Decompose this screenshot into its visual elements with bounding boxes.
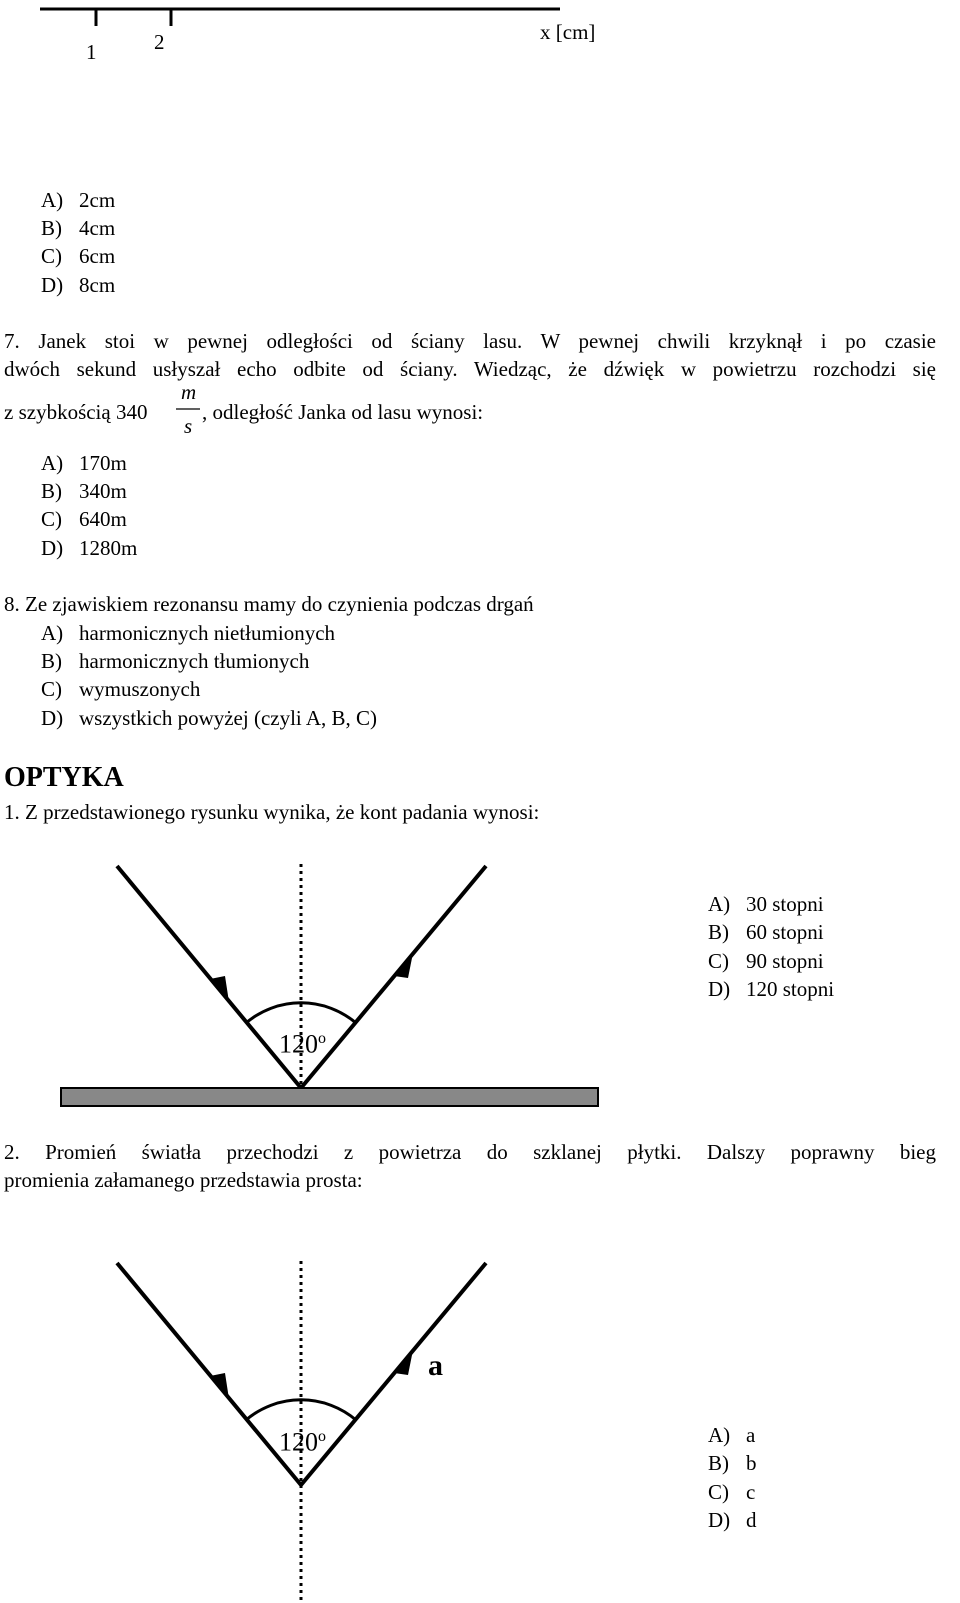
- opt2-option-a: A) a: [708, 1423, 756, 1447]
- opt2-line-2: promienia załamanego przedstawia prosta:: [4, 1168, 363, 1192]
- opt2-option-b: B) b: [708, 1451, 757, 1475]
- opt1-option-c: C) 90 stopni: [708, 949, 824, 973]
- opt1-reflected-ray: [301, 866, 486, 1088]
- q6-option-d: D) 8cm: [41, 273, 116, 297]
- q7-unit-denominator: s: [184, 414, 193, 438]
- q7-option-a: A) 170m: [41, 451, 127, 475]
- opt2-option-c: C) c: [708, 1480, 756, 1504]
- opt1-mirror-surface: [61, 1088, 598, 1106]
- q8-option-c: C) wymuszonych: [41, 677, 201, 701]
- q8-option-b: B) harmonicznych tłumionych: [41, 649, 310, 673]
- q7-option-c: C) 640m: [41, 507, 127, 531]
- opt2-incident-ray: [117, 1263, 301, 1485]
- q7-line-2: dwóch sekund usłyszał echo odbite od ściany. Wiedząc, że dźwięk w powietrzu rozchodzi się: [4, 357, 936, 381]
- q6-option-c: C) 6cm: [41, 244, 116, 268]
- opt1-option-d: D) 120 stopni: [708, 977, 835, 1001]
- opt2-incident-arrowhead: [210, 1373, 229, 1399]
- opt1-option-a: A) 30 stopni: [708, 892, 824, 916]
- q7-line-1: 7. Janek stoi w pewnej odległości od ściany lasu. W pewnej chwili krzyknął i po czasie: [4, 329, 936, 353]
- q8-option-a: A) harmonicznych nietłumionych: [41, 621, 336, 645]
- q6-option-a: A) 2cm: [41, 188, 116, 212]
- opt1-angle-label: 120$^o$: [279, 1029, 326, 1059]
- opt1-option-b: B) 60 stopni: [708, 920, 824, 944]
- x-axis-tick-label-2: 2: [154, 30, 165, 54]
- opt1-incident-ray: [117, 866, 301, 1088]
- opt2-ray-a-arrowhead: [394, 1350, 413, 1375]
- q7-line-3-pre: z szybkością 340: [4, 400, 148, 424]
- q7-option-d: D) 1280m: [41, 536, 138, 560]
- opt1-text: 1. Z przedstawionego rysunku wynika, że kont padania wynosi:: [4, 800, 540, 824]
- opt1-incident-arrowhead: [210, 976, 229, 1002]
- section-title-optyka: OPTYKA: [4, 762, 124, 793]
- q7-unit-numerator: m: [181, 380, 197, 404]
- opt1-reflected-arrowhead: [394, 953, 413, 978]
- q8-option-d: D) wszystkich powyżej (czyli A, B, C): [41, 706, 378, 730]
- opt2-angle-label: 120$^o$: [279, 1427, 326, 1457]
- q8-text: 8. Ze zjawiskiem rezonansu mamy do czynienia podczas drgań: [4, 592, 534, 616]
- opt2-line-1: 2. Promień światła przechodzi z powietrza do szklanej płytki. Dalszy poprawny bieg: [4, 1140, 936, 1164]
- x-axis-unit-label: x [cm]: [540, 20, 596, 44]
- q7-option-b: B) 340m: [41, 479, 127, 503]
- opt2-ray-a: [301, 1263, 486, 1485]
- q6-option-b: B) 4cm: [41, 216, 116, 240]
- opt2-ray-a-label: a: [428, 1349, 443, 1382]
- x-axis-figure: [0, 0, 960, 80]
- x-axis-tick-label-1: 1: [86, 40, 97, 64]
- opt2-option-d: D) d: [708, 1508, 757, 1532]
- q7-line-3-post: , odległość Janka od lasu wynosi:: [202, 400, 484, 424]
- opt2-refraction-diagram: [0, 1243, 960, 1603]
